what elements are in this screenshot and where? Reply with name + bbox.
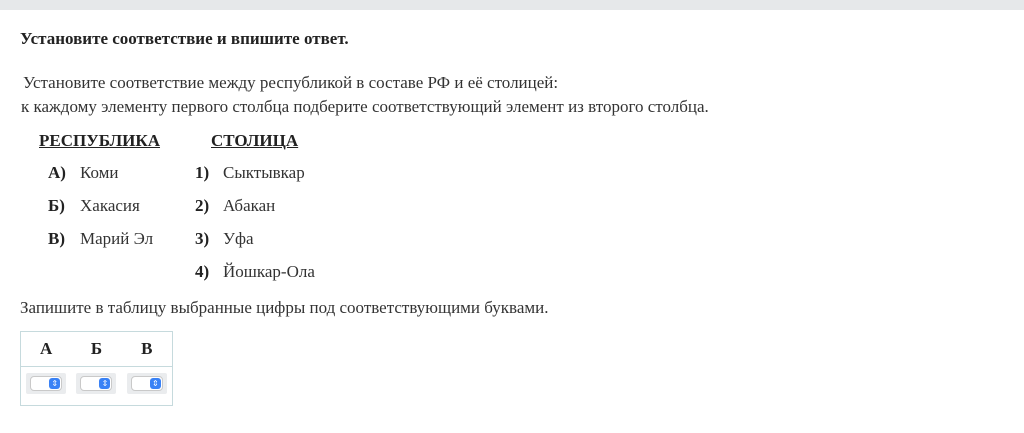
answer-select-wrapper [76, 373, 116, 394]
capital-number: 1) [195, 163, 210, 182]
capital-number: 4) [195, 262, 210, 281]
republic-letter: Б) [48, 196, 65, 215]
capital-name: Йошкар-Ола [223, 262, 315, 281]
answer-cell [122, 367, 173, 406]
task-description-line-1: Установите соответствие между республикой в составе РФ и её столицей: [23, 73, 559, 92]
answer-column-b: Б [71, 332, 121, 367]
task-description [23, 71, 709, 119]
capital-item [195, 196, 275, 216]
answer-cell [21, 367, 72, 406]
republic-name: Марий Эл [80, 229, 154, 248]
task-title: Установите соответствие и впишите ответ. [20, 29, 349, 48]
answer-instruction: Запишите в таблицу выбранные цифры под соответствующими буквами. [20, 298, 549, 317]
answer-table [20, 331, 173, 406]
answer-select-a[interactable] [30, 376, 62, 391]
capital-number: 3) [195, 229, 210, 248]
answer-select-v[interactable] [131, 376, 163, 391]
republic-letter: В) [48, 229, 65, 248]
republic-item [48, 229, 153, 249]
republic-name: Хакасия [80, 196, 140, 215]
answer-column-a: А [21, 332, 72, 367]
answer-column-v: В [122, 332, 173, 367]
capital-number: 2) [195, 196, 210, 215]
updown-arrows-icon: ⇕ [150, 378, 161, 389]
top-bar [0, 0, 1024, 10]
capital-item [195, 229, 254, 249]
answer-select-wrapper [127, 373, 167, 394]
answer-select-b[interactable] [80, 376, 112, 391]
column-header-capital: СТОЛИЦА [211, 131, 299, 150]
capital-item [195, 262, 315, 282]
capital-name: Уфа [223, 229, 254, 248]
updown-arrows-icon: ⇕ [99, 378, 110, 389]
republic-item [48, 196, 140, 216]
task-description-line-2: к каждому элементу первого столбца подберите соответствующий элемент из второго столбца. [21, 97, 709, 116]
capital-name: Абакан [223, 196, 276, 215]
updown-arrows-icon: ⇕ [49, 378, 60, 389]
republic-name: Коми [80, 163, 119, 182]
answer-table-input-row [21, 367, 173, 406]
answer-select-wrapper [26, 373, 66, 394]
column-header-republic: РЕСПУБЛИКА [39, 131, 161, 150]
republic-letter: А) [48, 163, 66, 182]
republic-item [48, 163, 119, 183]
answer-cell [71, 367, 121, 406]
capital-name: Сыктывкар [223, 163, 305, 182]
answer-table-header-row [21, 332, 173, 367]
capital-item [195, 163, 305, 183]
